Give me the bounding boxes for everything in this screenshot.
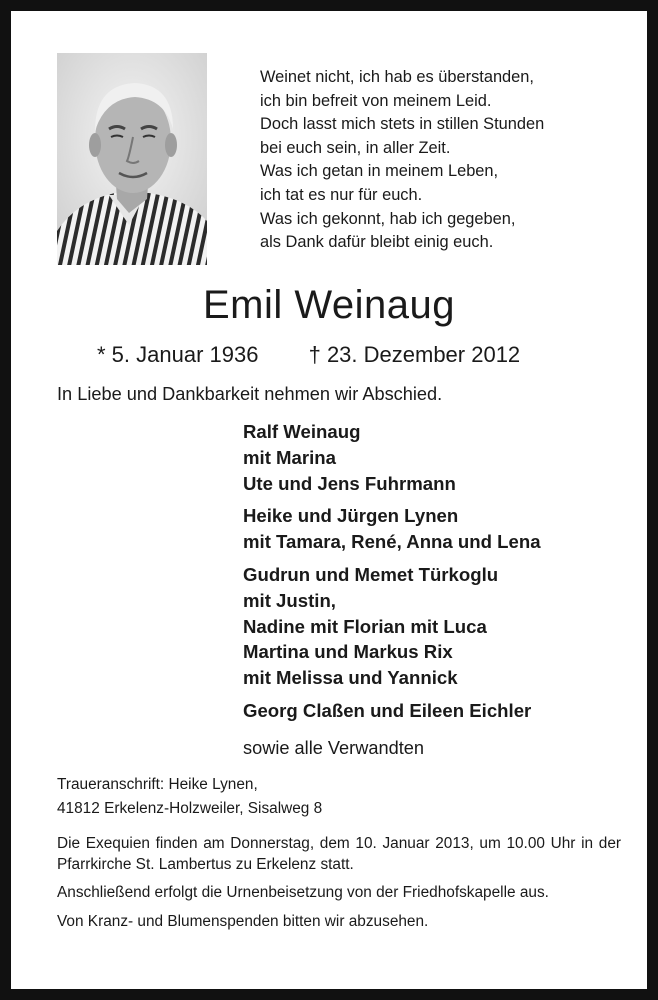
poem-line: Was ich gekonnt, hab ich gegeben, <box>260 209 516 228</box>
poem-line: Weinet nicht, ich hab es überstanden, <box>260 68 534 86</box>
mourner-line: mit Melissa und Yannick <box>243 667 458 689</box>
poem-line: als Dank dafür bleibt einig euch. <box>260 233 494 252</box>
poem-line: ich tat es nur für euch. <box>260 185 423 204</box>
address-line: 41812 Erkelenz-Holzweiler, Sisalweg 8 <box>57 800 323 817</box>
farewell-line: In Liebe und Dankbarkeit nehmen wir Abschied. <box>57 384 443 404</box>
portrait-photo <box>57 53 207 265</box>
poem-line: bei euch sein, in aller Zeit. <box>260 138 451 157</box>
deceased-name: Emil Weinaug <box>202 283 456 327</box>
poem-line: Doch lasst mich stets in stillen Stunden <box>260 115 545 134</box>
mourning-address <box>57 773 322 821</box>
poem-line: ich bin befreit von meinem Leid. <box>260 91 492 110</box>
service-info <box>57 834 621 940</box>
mourner-line: Nadine mit Florian mit Luca <box>243 615 487 637</box>
mourner-group <box>243 503 541 555</box>
mourner-line: mit Marina <box>243 446 336 468</box>
mourner-group <box>243 419 541 496</box>
death-date: † 23. Dezember 2012 <box>308 342 521 367</box>
mourners-list <box>243 419 541 731</box>
mourner-line: Martina und Markus Rix <box>243 641 453 663</box>
mourner-line: Ute und Jens Fuhrmann <box>243 472 456 494</box>
mourner-line: Georg Claßen und Eileen Eichler <box>243 699 532 721</box>
mourner-group <box>243 562 541 691</box>
address-line: Traueranschrift: Heike Lynen, <box>57 776 258 793</box>
life-dates <box>97 341 520 369</box>
mourner-line: Gudrun und Memet Türkoglu <box>243 563 499 585</box>
service-paragraph: Die Exequien finden am Donnerstag, dem 10. Januar 2013, um 10.00 Uhr in der Pfarrkirche St. Lambertus zu Erkelenz statt. <box>57 835 621 873</box>
birth-date: * 5. Januar 1936 <box>97 342 259 367</box>
mourner-line: mit Tamara, René, Anna und Lena <box>243 531 541 553</box>
poem-line: Was ich getan in meinem Leben, <box>260 162 499 181</box>
poem <box>260 66 640 255</box>
mourner-line: mit Justin, <box>243 589 336 611</box>
mourner-line: Heike und Jürgen Lynen <box>243 505 459 527</box>
service-paragraph: Anschließend erfolgt die Urnenbeisetzung von der Friedhofskapelle aus. <box>57 884 549 902</box>
mourner-group <box>243 698 541 724</box>
portrait-illustration <box>57 53 207 265</box>
service-paragraph: Von Kranz- und Blumenspenden bitten wir abzusehen. <box>57 912 429 930</box>
relatives-line: sowie alle Verwandten <box>243 738 424 758</box>
mourner-line: Ralf Weinaug <box>243 421 361 442</box>
